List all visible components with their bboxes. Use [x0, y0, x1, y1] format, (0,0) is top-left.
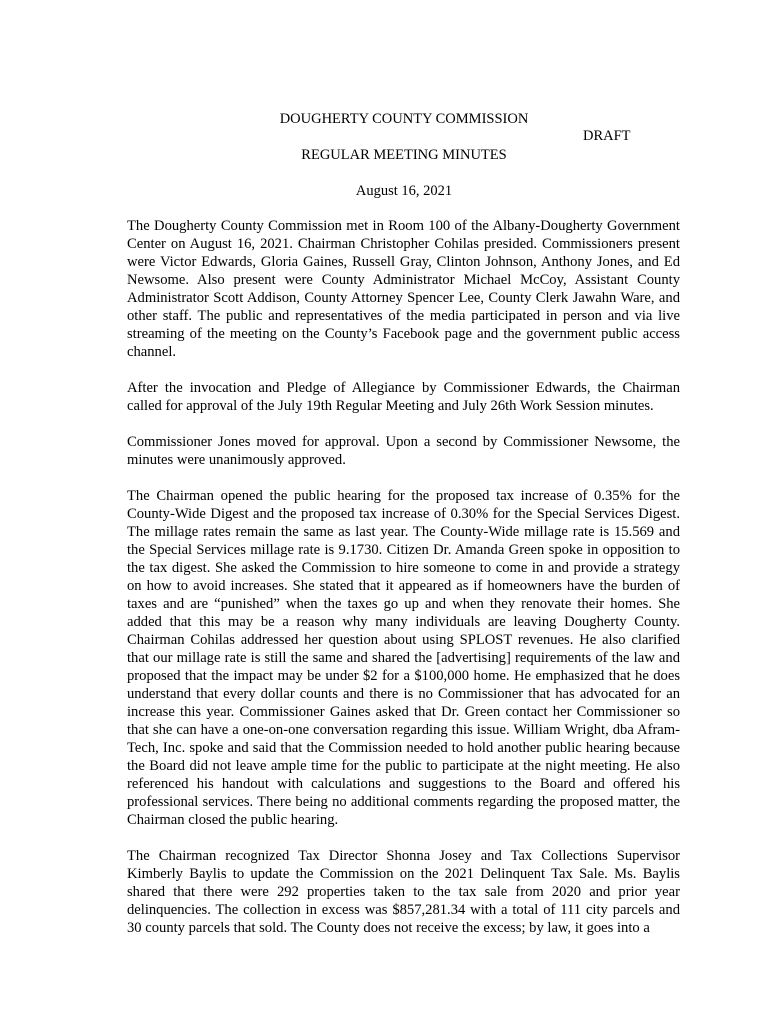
draft-label: DRAFT — [583, 128, 631, 144]
paragraph-tax-sale: The Chairman recognized Tax Director Shonna Josey and Tax Collections Supervisor Kimberly Baylis to update the Commission on the 2021 Delinquent Tax Sale. Ms. Baylis shared that there were 292 properties taken to the tax sale from 2020 and prior year delinquencies. The collection in excess was $857,281.34 with a total of 111 city parcels and 30 county parcels that sold. The County does not receive the excess; by law, it goes into a — [127, 848, 680, 936]
minutes-body — [127, 217, 680, 955]
document-title: DOUGHERTY COUNTY COMMISSION — [279, 111, 529, 127]
paragraph-public-hearing: The Chairman opened the public hearing for the proposed tax increase of 0.35% for the County-Wide Digest and the proposed tax increase of 0.30% for the Special Services Digest. The millage rates remain the same as last year. The County-Wide millage rate is 15.569 and the Special Services millage rate is 9.1730. Citizen Dr. Amanda Green spoke in opposition to the tax digest. She asked the Commission to hire someone to come in and provide a strategy on how to avoid increases. She stated that it appeared as if homeowners have the burden of taxes and are “punished” when the taxes go up and when they renovate their homes. She added that this may be a reason why many individuals are leaving Dougherty County. Chairman Cohilas addressed her question about using SPLOST revenues. He also clarified that our millage rate is still the same and shared the [advertising] requirements of the law and proposed that the impact may be under $2 for a $100,000 home. He emphasized that he does understand that every dollar counts and there is no Commissioner that has advocated for an increase this year. Commissioner Gaines asked that Dr. Green contact her Commissioner so that she can have a one-on-one conversation regarding this issue. William Wright, dba Afram-Tech, Inc. spoke and said that the Commission needed to hold another public hearing because the Board did not leave ample time for the public to participate at the night meeting. He also referenced his handout with calculations and suggestions to the Board and offered his professional services. There being no additional comments regarding the proposed matter, the Chairman closed the public hearing. — [127, 488, 680, 828]
paragraph-invocation: After the invocation and Pledge of Allegiance by Commissioner Edwards, the Chairman called for approval of the July 19th Regular Meeting and July 26th Work Session minutes. — [127, 380, 680, 414]
document-subtitle: REGULAR MEETING MINUTES — [301, 147, 507, 163]
meeting-date: August 16, 2021 — [355, 183, 453, 199]
paragraph-attendance: The Dougherty County Commission met in Room 100 of the Albany-Dougherty Government Center on August 16, 2021. Chairman Christopher Cohilas presided. Commissioners present were Victor Edwards, Gloria Gaines, Russell Gray, Clinton Johnson, Anthony Jones, and Ed Newsome. Also present were County Administrator Michael McCoy, Assistant County Administrator Scott Addison, County Attorney Spencer Lee, County Clerk Jawahn Ware, and other staff. The public and representatives of the media participated in person and via live streaming of the meeting on the County’s Facebook page and the government public access channel. — [127, 218, 680, 360]
paragraph-minutes-approval: Commissioner Jones moved for approval. Upon a second by Commissioner Newsome, the minutes were unanimously approved. — [127, 434, 680, 468]
